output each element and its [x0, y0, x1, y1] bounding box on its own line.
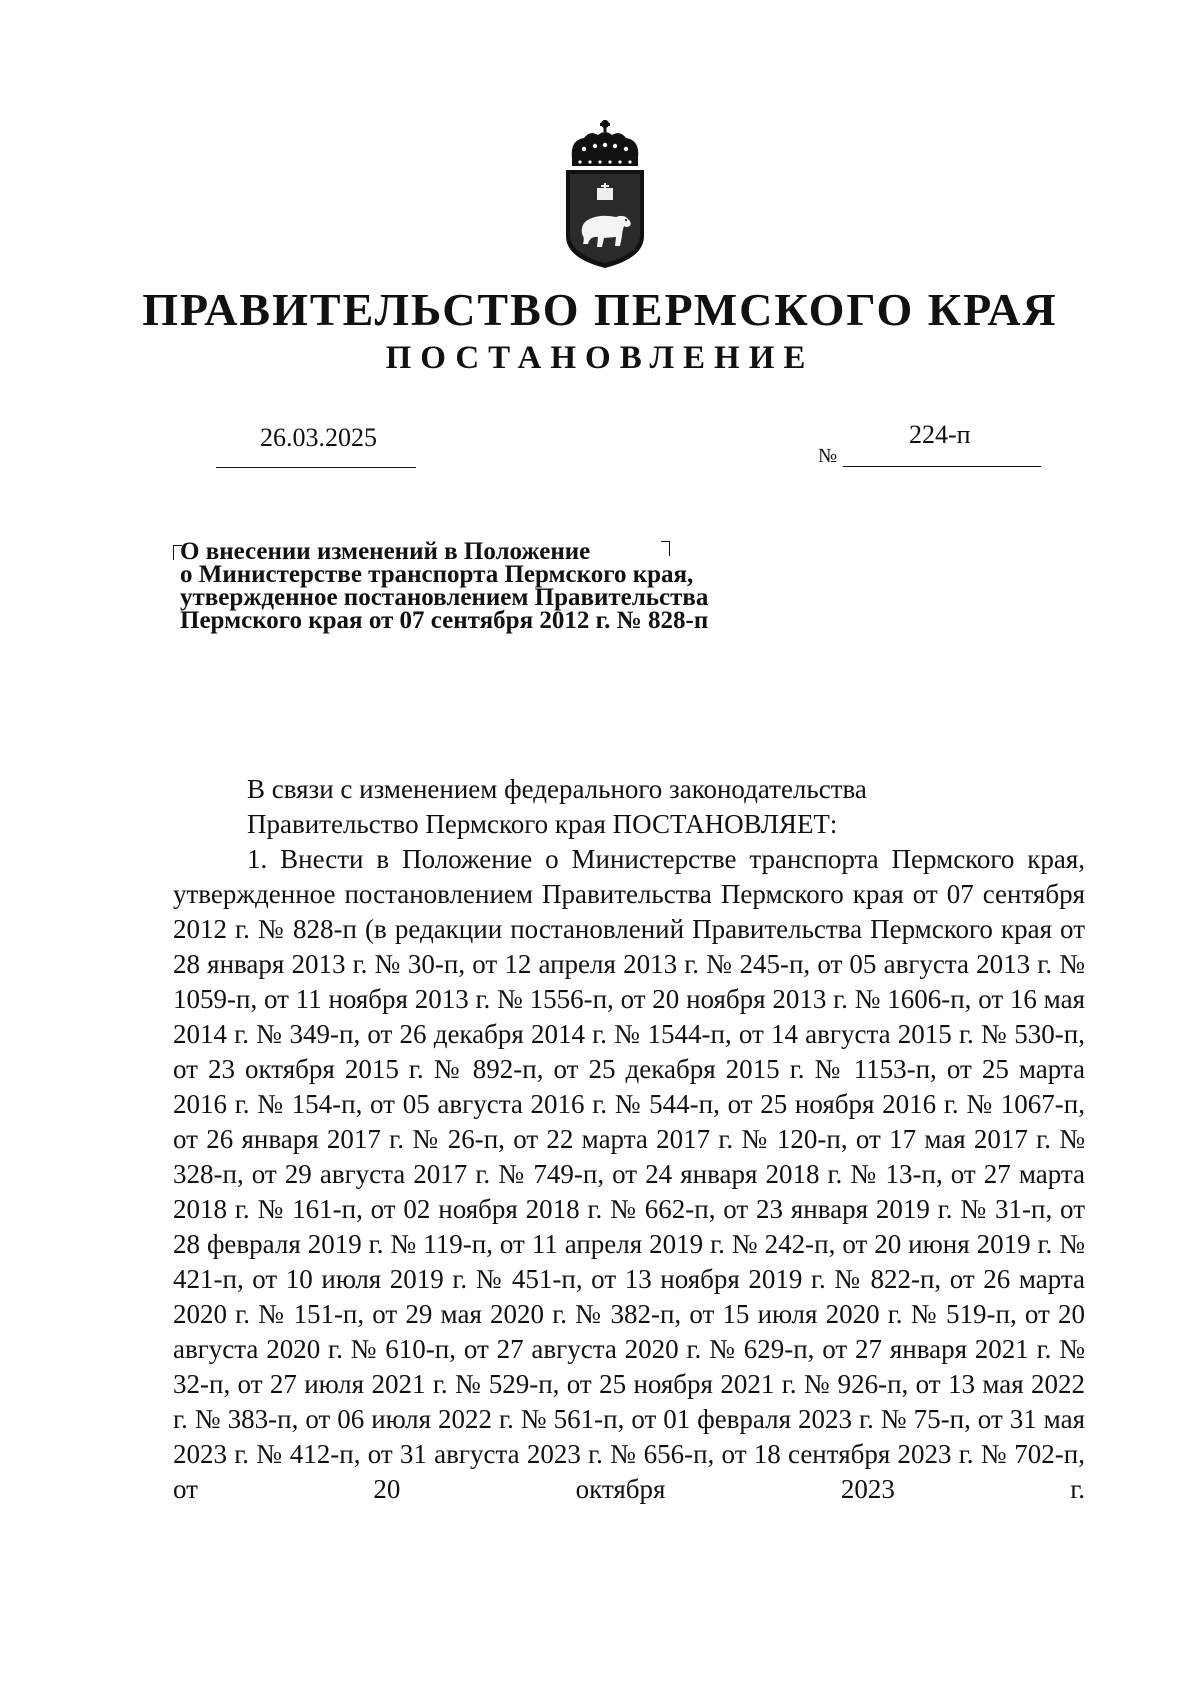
document-date-field — [216, 423, 416, 468]
document-number-label: № — [818, 445, 838, 467]
subject-line: утвержденное постановлением Правительства — [180, 584, 709, 611]
subject-line: Пермского края от 07 сентября 2012 г. № 828-п — [180, 607, 709, 634]
perm-krai-coat-of-arms-icon — [560, 118, 650, 270]
intro-line: В связи с изменением федерального законодательства — [247, 774, 867, 804]
organization-title: ПРАВИТЕЛЬСТВО ПЕРМСКОГО КРАЯ — [142, 284, 1058, 335]
subject-line: о Министерстве транспорта Пермского края, — [180, 561, 694, 588]
document-subject — [180, 540, 830, 632]
document-number-field — [843, 420, 1041, 467]
document-type-title: ПОСТАНОВЛЕНИЕ — [385, 340, 815, 376]
body-item-1: 1. Внести в Положение о Министерстве транспорта Пермского края, утвержденное постановлением Правительства Пермского края от 07 сентября 2012 г. № 828-п (в редакции постановлений Правительства Пермского края от 28 января 2013 г. № 30-п, от 12 апреля 2013 г. № 245-п, от 05 августа 2013 г. № 1059-п, от 11 ноября 2013 г. № 1556-п, от 20 ноября 2013 г. № 1606-п, от 16 мая 2014 г. № 349-п, от 26 декабря 2014 г. № 1544-п, от 14 августа 2015 г. № 530-п, от 23 октября 2015 г. № 892-п, от 25 декабря 2015 г. № 1153-п, от 25 марта 2016 г. № 154-п, от 05 августа 2016 г. № 544-п, от 25 ноября 2016 г. № 1067-п, от 26 января 2017 г. № 26-п, от 22 марта 2017 г. № 120-п, от 17 мая 2017 г. № 328-п, от 29 августа 2017 г. № 749-п, от 24 января 2018 г. № 13-п, от 27 марта 2018 г. № 161-п, от 02 ноября 2018 г. № 662-п, от 23 января 2019 г. № 31-п, от 28 февраля 2019 г. № 119-п, от 11 апреля 2019 г. № 242-п, от 20 июня 2019 г. № 421-п, от 10 июля 2019 г. № 451-п, от 13 ноября 2019 г. № 822-п, от 26 марта 2020 г. № 151-п, от 29 мая 2020 г. № 382-п, от 15 июля 2020 г. № 519-п, от 20 августа 2020 г. № 610-п, от 27 августа 2020 г. № 629-п, от 27 января 2021 г. № 32-п, от 27 июля 2021 г. № 529-п, от 25 ноября 2021 г. № 926-п, от 13 мая 2022 г. № 383-п, от 06 июля 2022 г. № 561-п, от 01 февраля 2023 г. № 75-п, от 31 мая 2023 г. № 412-п, от 31 августа 2023 г. № 656-п, от 18 сентября 2023 г. № 702-п, от 20 октября 2023 г. — [173, 844, 1085, 1504]
document-date: 26.03.2025 — [260, 423, 377, 452]
intro-line: Правительство Пермского края ПОСТАНОВЛЯЕТ: — [247, 809, 838, 839]
subject-line: О внесении изменений в Положение — [180, 538, 591, 565]
document-body — [173, 772, 1085, 1507]
document-number: 224-п — [909, 420, 971, 449]
